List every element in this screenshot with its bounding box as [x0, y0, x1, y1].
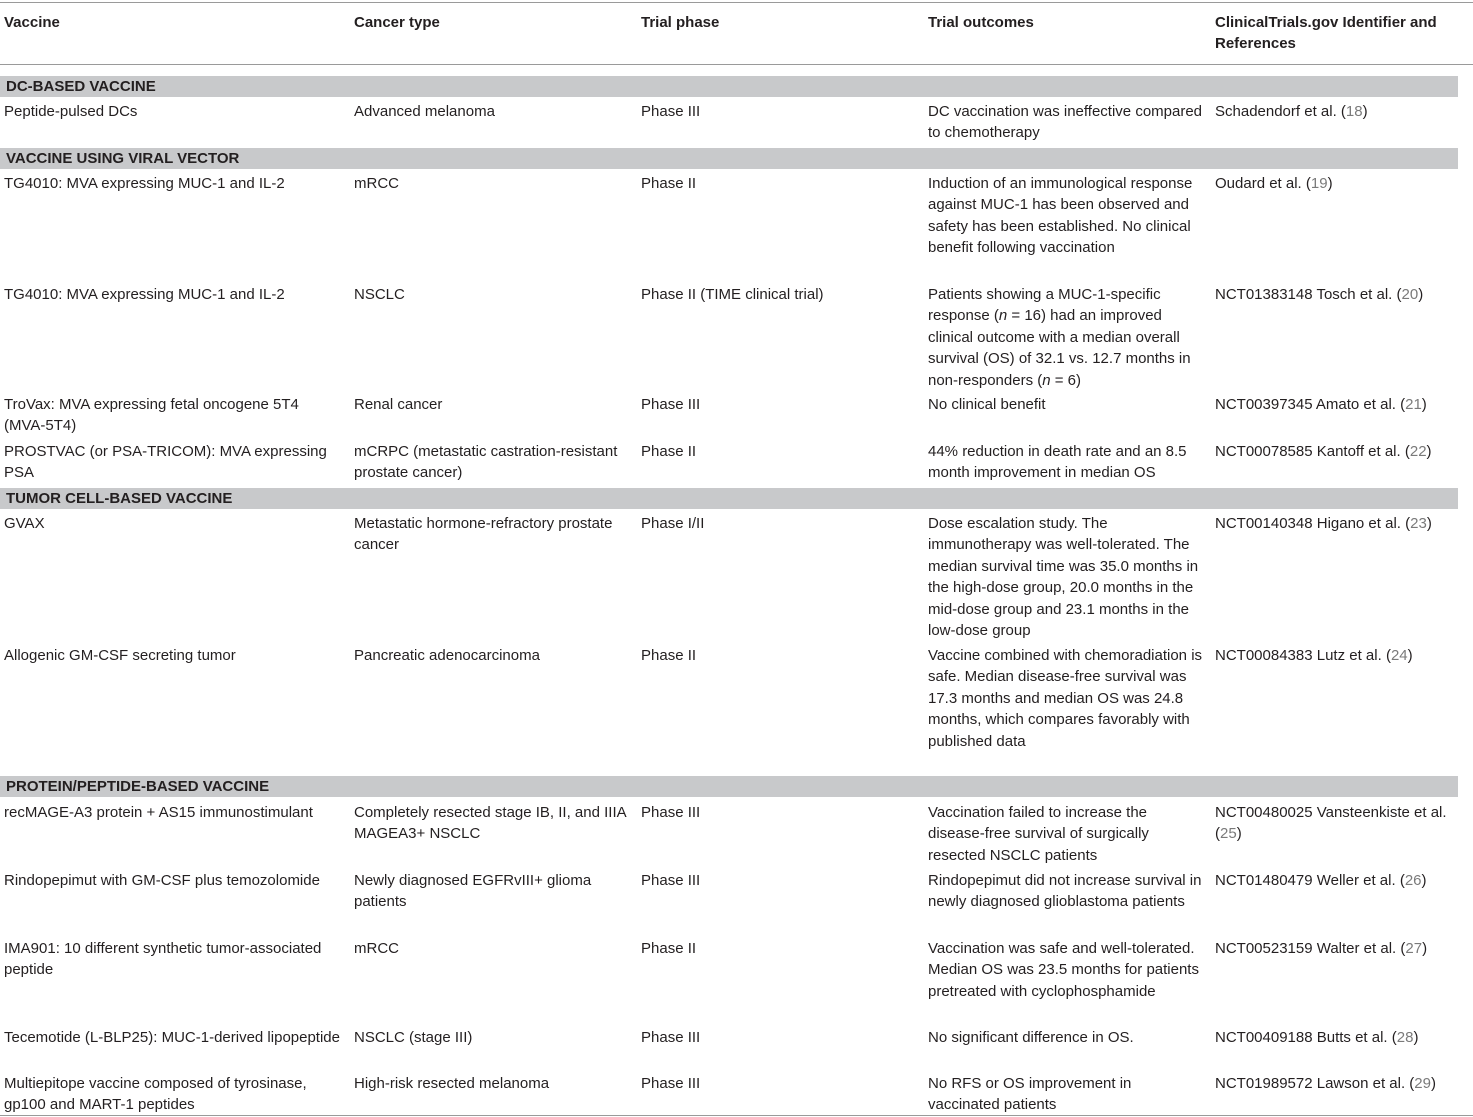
cell-trial-phase: Phase III: [641, 396, 701, 413]
cell-trial-phase: Phase III: [641, 872, 701, 889]
cell-cancer-type: NSCLC (stage III): [354, 1029, 473, 1046]
cell-trial-phase: Phase III: [641, 1029, 701, 1046]
cell-cancer-type: Renal cancer: [354, 396, 443, 413]
cell-reference: Schadendorf et al. (18): [1215, 103, 1368, 120]
cell-cancer-type: Metastatic hormone-refractory prostate cancer: [354, 515, 613, 554]
cell-vaccine: TroVax: MVA expressing fetal oncogene 5T4 (MVA-5T4): [4, 396, 299, 435]
cell-reference: NCT00409188 Butts et al. (28): [1215, 1029, 1419, 1046]
section-title: TUMOR CELL-BASED VACCINE: [6, 490, 233, 507]
section-header: [0, 776, 1458, 797]
cell-reference: NCT00397345 Amato et al. (21): [1215, 396, 1427, 413]
header-vaccine: Vaccine: [4, 14, 60, 31]
cell-trial-phase: Phase II: [641, 940, 697, 957]
cell-vaccine: Peptide-pulsed DCs: [4, 103, 138, 120]
cell-trial-phase: Phase II: [641, 443, 697, 460]
header-trial-phase: Trial phase: [641, 14, 720, 31]
cell-reference: NCT00078585 Kantoff et al. (22): [1215, 443, 1432, 460]
cell-reference: NCT00480025 Vansteenkiste et al. (25): [1215, 804, 1447, 843]
section-header: [0, 488, 1458, 509]
section-title: DC-BASED VACCINE: [6, 78, 156, 95]
cell-trial-outcome: Vaccination was safe and well-tolerated. Median OS was 23.5 months for patients pretreated with cyclophosphamide: [928, 940, 1199, 1000]
cell-reference: NCT01383148 Tosch et al. (20): [1215, 286, 1424, 303]
cell-vaccine: IMA901: 10 different synthetic tumor-associated peptide: [4, 940, 322, 979]
cell-cancer-type: High-risk resected melanoma: [354, 1075, 550, 1092]
cell-cancer-type: NSCLC: [354, 286, 405, 303]
cell-trial-phase: Phase I/II: [641, 515, 705, 532]
cell-reference: NCT00084383 Lutz et al. (24): [1215, 647, 1413, 664]
cell-cancer-type: mCRPC (metastatic castration-resistant prostate cancer): [354, 443, 618, 482]
cell-reference: NCT01989572 Lawson et al. (29): [1215, 1075, 1436, 1092]
section-title: VACCINE USING VIRAL VECTOR: [6, 150, 240, 167]
cell-vaccine: PROSTVAC (or PSA-TRICOM): MVA expressing PSA: [4, 443, 327, 482]
cell-trial-phase: Phase III: [641, 103, 701, 120]
cell-cancer-type: Advanced melanoma: [354, 103, 495, 120]
cell-cancer-type: Pancreatic adenocarcinoma: [354, 647, 540, 664]
section-header: [0, 148, 1458, 169]
cell-reference: Oudard et al. (19): [1215, 175, 1333, 192]
header-identifier-references: ClinicalTrials.gov Identifier and References: [1215, 14, 1437, 53]
header-trial-outcomes: Trial outcomes: [928, 14, 1034, 31]
cell-cancer-type: mRCC: [354, 175, 399, 192]
cell-vaccine: Allogenic GM-CSF secreting tumor: [4, 647, 236, 664]
section-title: PROTEIN/PEPTIDE-BASED VACCINE: [6, 778, 270, 795]
cell-trial-outcome: Rindopepimut did not increase survival in newly diagnosed glioblastoma patients: [928, 872, 1202, 911]
cell-trial-outcome: DC vaccination was ineffective compared to chemotherapy: [928, 103, 1203, 142]
cell-trial-outcome: No clinical benefit: [928, 396, 1046, 413]
cell-reference: NCT01480479 Weller et al. (26): [1215, 872, 1427, 889]
header-rule: [0, 64, 1473, 65]
cell-vaccine: Multiepitope vaccine composed of tyrosinase, gp100 and MART-1 peptides: [4, 1075, 307, 1114]
cell-trial-outcome: Dose escalation study. The immunotherapy was well-tolerated. The median survival time was 35.0 months in the high-dose group, 20.0 months in the mid-dose group and 23.1 months in the low-dose group: [928, 515, 1199, 640]
cell-reference: NCT00523159 Walter et al. (27): [1215, 940, 1428, 957]
cell-trial-outcome: Induction of an immunological response against MUC-1 has been observed and safety has been established. No clinical benefit following vaccination: [928, 175, 1193, 257]
cell-trial-phase: Phase III: [641, 1075, 701, 1092]
cell-trial-outcome: No significant difference in OS.: [928, 1029, 1134, 1046]
cell-vaccine: Tecemotide (L-BLP25): MUC-1-derived lipopeptide: [4, 1029, 340, 1046]
cell-trial-phase: Phase III: [641, 804, 701, 821]
cell-cancer-type: mRCC: [354, 940, 399, 957]
cell-trial-outcome: 44% reduction in death rate and an 8.5 month improvement in median OS: [928, 443, 1187, 482]
cell-trial-outcome: Vaccine combined with chemoradiation is safe. Median disease-free survival was 17.3 months and median OS was 24.8 months, which compares favorably with published data: [928, 647, 1203, 750]
cell-cancer-type: Newly diagnosed EGFRvIII+ glioma patients: [354, 872, 592, 911]
cell-trial-phase: Phase II: [641, 647, 697, 664]
cell-vaccine: TG4010: MVA expressing MUC-1 and IL-2: [4, 175, 285, 192]
cell-vaccine: TG4010: MVA expressing MUC-1 and IL-2: [4, 286, 285, 303]
cell-reference: NCT00140348 Higano et al. (23): [1215, 515, 1432, 532]
cell-vaccine: recMAGE-A3 protein + AS15 immunostimulant: [4, 804, 313, 821]
cell-trial-phase: Phase II (TIME clinical trial): [641, 286, 824, 303]
cell-trial-outcome: Patients showing a MUC-1-specific response (n = 16) had an improved clinical outcome with a median overall survival (OS) of 32.1 vs. 12.7 months in non-responders (n = 6): [928, 286, 1191, 389]
table-top-rule: [0, 2, 1473, 3]
table-bottom-rule: [0, 1115, 1473, 1116]
cell-trial-outcome: Vaccination failed to increase the disease-free survival of surgically resected NSCLC patients: [928, 804, 1149, 864]
header-cancer-type: Cancer type: [354, 14, 440, 31]
section-header: [0, 76, 1458, 97]
cell-vaccine: GVAX: [4, 515, 45, 532]
cell-cancer-type: Completely resected stage IB, II, and IIIA MAGEA3+ NSCLC: [354, 804, 626, 843]
cell-trial-outcome: No RFS or OS improvement in vaccinated patients: [928, 1075, 1132, 1114]
cell-trial-phase: Phase II: [641, 175, 697, 192]
cell-vaccine: Rindopepimut with GM-CSF plus temozolomide: [4, 872, 320, 889]
